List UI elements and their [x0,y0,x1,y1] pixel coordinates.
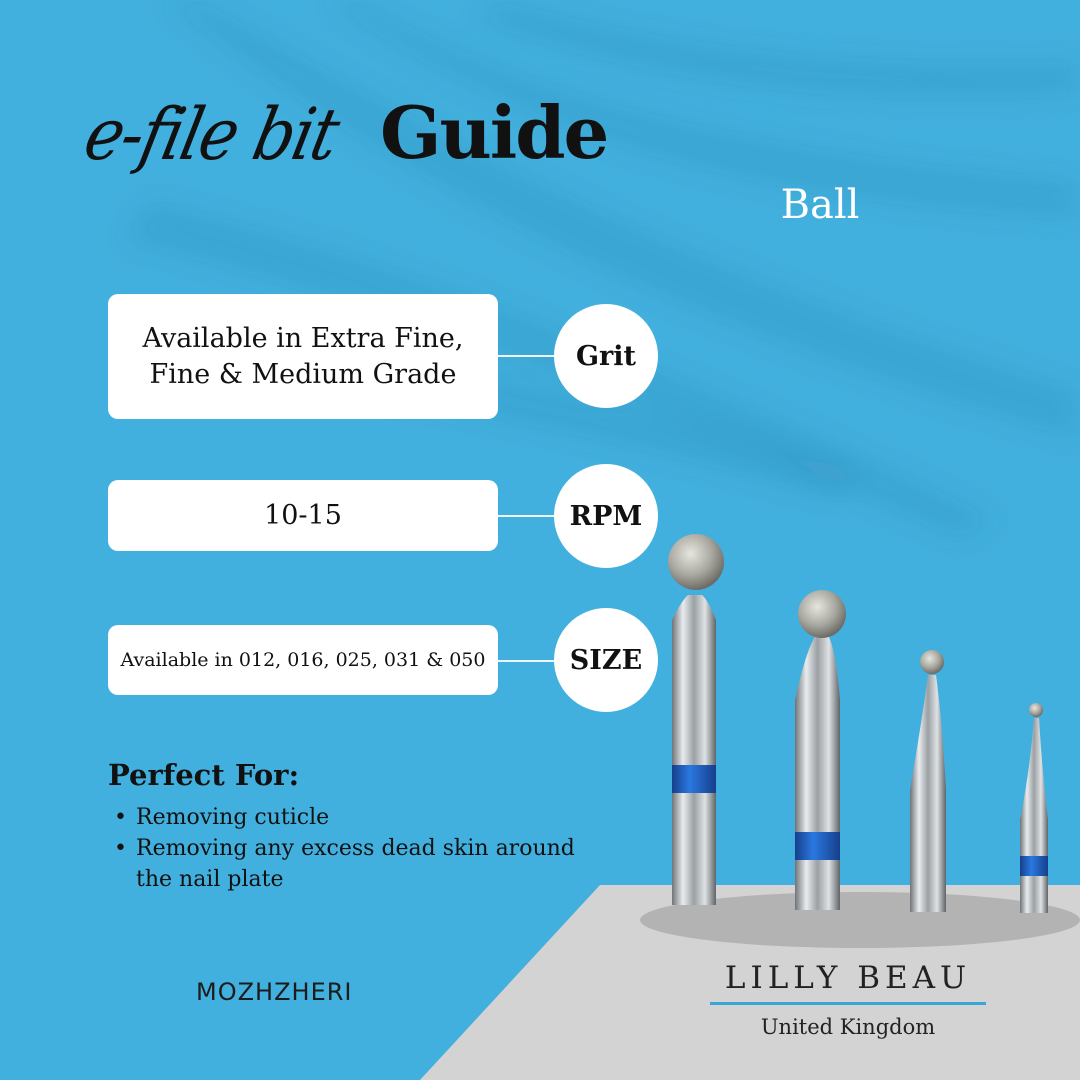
maker-name: MOZHZHERI [196,978,353,1006]
brand-name: LILLY BEAU [724,960,972,996]
grit-line-1: Available in Extra Fine, [142,322,464,354]
ball-bit-tiny [1020,703,1048,913]
bit-shape-label: Ball [780,182,860,228]
ball-bit-large [668,534,724,905]
size-badge: SIZE [554,608,658,712]
brand-logo [690,960,1006,1039]
perfect-for-heading: Perfect For: [108,758,300,792]
brand-location: United Kingdom [760,1015,936,1039]
brand-divider [710,1002,986,1005]
ball-bit-medium [795,590,846,910]
rpm-value: 10-15 [264,500,342,531]
grit-line-2: Fine & Medium Grade [149,358,457,390]
list-item: • Removing any excess dead skin around the nail plate [114,836,575,892]
title-bold: Guide [380,90,608,175]
title-script: e-file bit [77,94,345,177]
list-item: • Removing cuticle [114,805,330,830]
size-value: Available in 012, 016, 025, 031 & 050 [120,649,486,671]
rpm-badge: RPM [554,464,658,568]
ball-bit-small [910,650,946,912]
grit-badge: Grit [554,304,658,408]
